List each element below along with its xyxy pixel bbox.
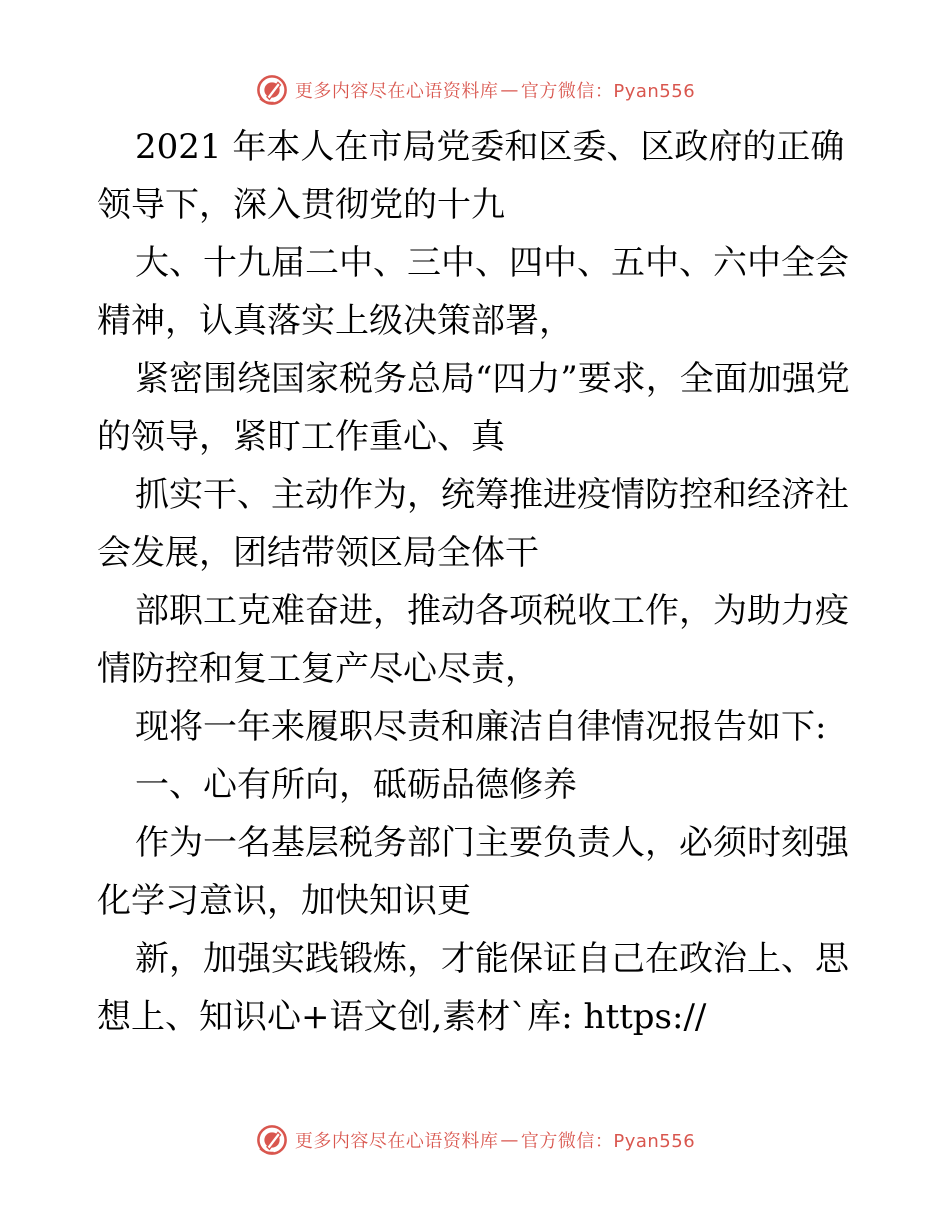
watermark-suffix: 官方微信：Pyan556 [520,1131,696,1152]
watermark-text: 更多内容尽在心语资料库 [294,81,499,102]
watermark-suffix: 官方微信：Pyan556 [520,81,696,102]
document-body [97,118,857,1046]
pen-nib-seal-icon [255,73,289,107]
watermark-text: 更多内容尽在心语资料库 [294,1131,499,1152]
watermark-separator: — [500,79,519,101]
paragraph-1: 2021 年本人在市局党委和区委、区政府的正确领导下，深入贯彻党的十九 [97,127,845,225]
paragraph-3: 紧密围绕国家税务总局“四力”要求，全面加强党的领导，紧盯工作重心、真 [97,359,850,457]
header-watermark [0,70,950,110]
footer-watermark [0,1120,950,1160]
paragraph-6: 现将一年来履职尽责和廉洁自律情况报告如下: [135,707,827,747]
paragraph-5: 部职工克难奋进，推动各项税收工作，为助力疫情防控和复工复产尽心尽责， [97,591,849,689]
watermark-separator: — [500,1129,519,1151]
paragraph-2: 大、十九届二中、三中、四中、五中、六中全会精神，认真落实上级决策部署， [97,243,849,341]
paragraph-8: 新，加强实践锻炼，才能保证自己在政治上、思想上、知识心+语文创,素材`库: https:// [97,939,849,1037]
section-heading-1: 一、心有所向，砥砺品德修养 [135,765,577,805]
paragraph-7: 作为一名基层税务部门主要负责人，必须时刻强化学习意识，加快知识更 [97,823,849,921]
paragraph-4: 抓实干、主动作为，统筹推进疫情防控和经济社会发展，团结带领区局全体干 [97,475,849,573]
pen-nib-seal-icon [255,1123,289,1157]
